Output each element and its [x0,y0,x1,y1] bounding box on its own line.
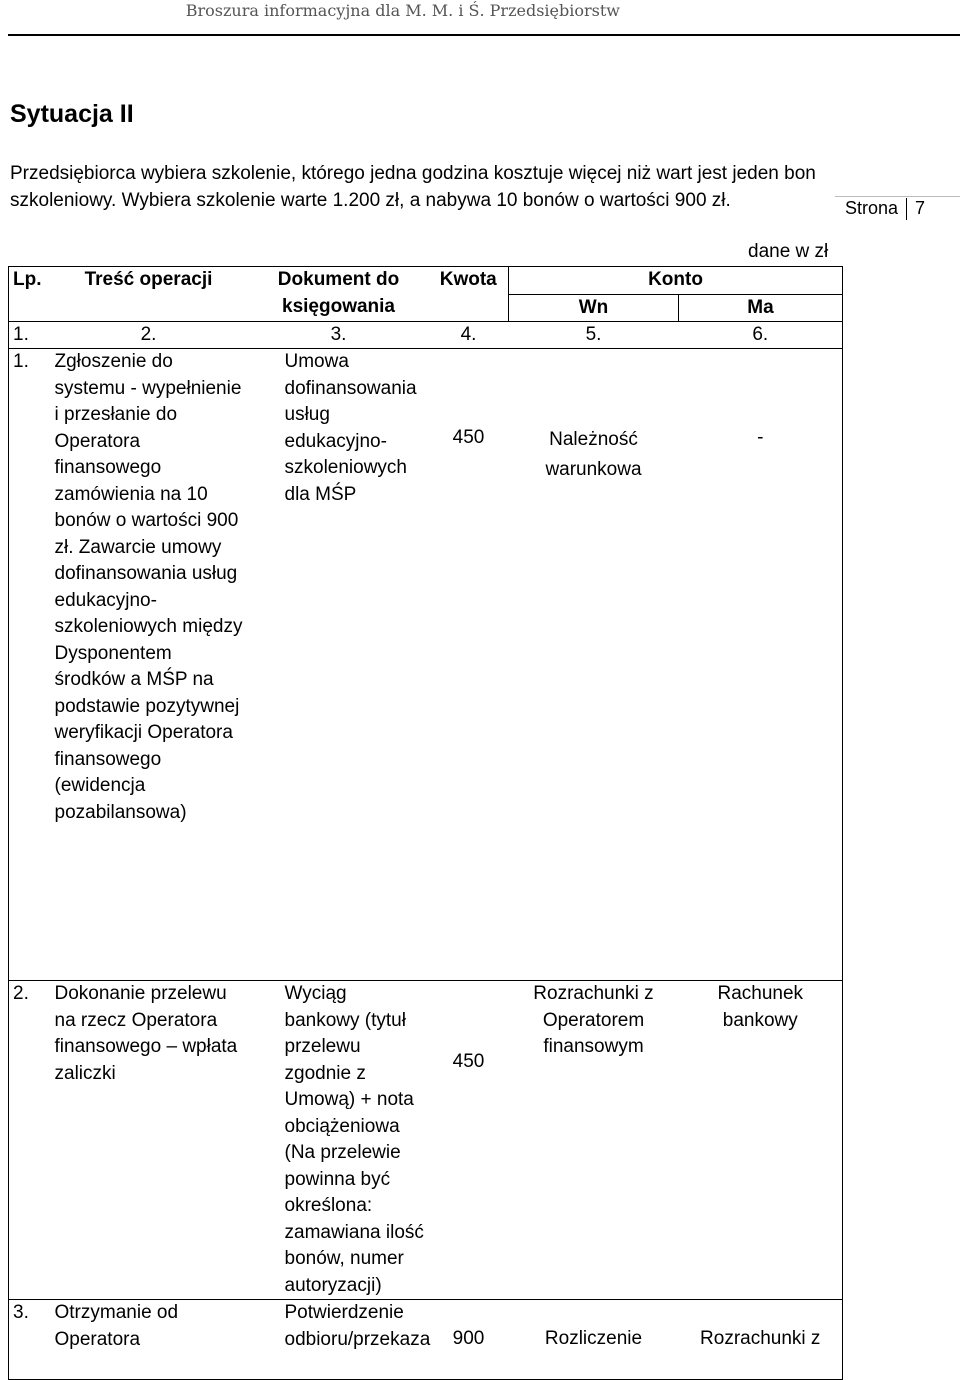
page-number-separator [906,198,907,220]
units-note: dane w zł [748,241,829,262]
header-rule [8,34,960,36]
page-number-rule [835,196,960,197]
page-number-value: 7 [915,198,926,218]
row-lp: 3. [9,1300,49,1380]
row-kwota: 450 [429,349,509,981]
column-number: 3. [249,322,429,349]
row-dokument: Umowa dofinansowania usług edukacyjno-szkoleniowych dla MŚP [249,349,429,981]
page-label: Strona [845,198,899,218]
header-tresc: Treść operacji [49,267,249,322]
header-row [9,267,843,295]
page-number [845,198,925,220]
header-kwota: Kwota [429,267,509,322]
column-number-row [9,322,843,349]
header-ma: Ma [679,294,843,322]
row-tresc: Zgłoszenie do systemu - wypełnienie i przesłanie do Operatora finansowego zamówienia na 10 bonów o wartości 900 zł. Zawarcie umowy dofinansowania usług edukacyjno-szkoleniowych między Dysponentem środków a MŚP na podstawie pozytywnej weryfikacji Operatora finansowego (ewidencja pozabilansowa) [49,349,249,981]
table-row [9,349,843,981]
column-number: 2. [49,322,249,349]
row-wn: Rozrachunki z Operatorem finansowym [509,981,679,1300]
header-konto: Konto [509,267,843,295]
column-number: 1. [9,322,49,349]
header-dokument: Dokument do księgowania [249,267,429,322]
column-number: 6. [679,322,843,349]
intro-paragraph: Przedsiębiorca wybiera szkolenie, którego jedna godzina kosztuje więcej niż wart jest jeden bon szkoleniowy. Wybiera szkolenie warte 1.200 zł, a nabywa 10 bonów o wartości 900 zł. [10,163,816,211]
section-title: Sytuacja II [10,100,134,128]
column-number: 4. [429,322,509,349]
running-header: Broszura informacyjna dla M. M. i Ś. Przedsiębiorstw [185,1,620,20]
row-ma: Rozrachunki z [679,1300,843,1380]
row-ma: Rachunek bankowy [679,981,843,1300]
row-ma: - [679,349,843,981]
table-row [9,981,843,1300]
accounting-table [8,266,843,1380]
table-row [9,1300,843,1380]
header-wn: Wn [509,294,679,322]
row-lp: 2. [9,981,49,1300]
row-kwota: 900 [429,1300,509,1380]
row-dokument: Wyciąg bankowy (tytuł przelewu zgodnie z Umową) + nota obciążeniowa (Na przelewie powinna być określona: zamawiana ilość bonów, numer autoryzacji) [249,981,429,1300]
row-kwota: 450 [429,981,509,1300]
row-wn: Rozliczenie [509,1300,679,1380]
column-number: 5. [509,322,679,349]
header-lp: Lp. [9,267,49,322]
row-lp: 1. [9,349,49,981]
row-tresc: Otrzymanie od Operatora [49,1300,249,1380]
row-tresc: Dokonanie przelewu na rzecz Operatora finansowego – wpłata zaliczki [49,981,249,1300]
row-wn: Należność warunkowa [509,349,679,981]
row-dokument: Potwierdzenie odbioru/przekaza [249,1300,429,1380]
